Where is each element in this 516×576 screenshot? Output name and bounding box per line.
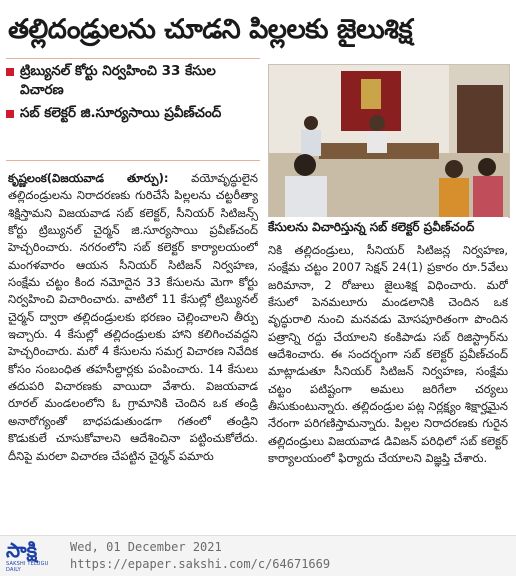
news-photo (268, 64, 510, 218)
courtroom-photo-illustration (269, 65, 509, 217)
headline: తల్లిదండ్రులను చూడని పిల్లలకు జైలుశిక్ష (8, 14, 413, 45)
article-body-right: నికి తల్లిదండ్రులు, సీనియర్ సిటిజన్ల నిర్వహణ, సంక్షేమ చట్టం 2007 సెక్షన్ 24(1) ప్రకారం రూ.5వేలు జరిమానా, 2 రోజులు జైలుశిక్ష విధించారు. మరో కేసులో పెనమలూరు మండలానికి చెందిన ఒక వృద్ధురాలి నుంచి మనవడు మోసపూరితంగా పొందిన పత్రాన్ని రద్దు చేయాలని కంకిపాడు సబ్ రిజిస్ట్రార్‌ను ఆదేశించారు. ఈ సందర్భంగా సబ్ కలెక్టర్ ప్రవీణ్‌చంద్ మాట్లాడుతూ సీనియర్ సిటిజన్ నిర్వహణ, సంక్షేమ చట్టం పటిష్టంగా అమలు జరిగేలా చర్యలు తీసుకుంటున్నారు. తల్లిదండ్రుల పట్ల నిర్లక్ష్యం శిక్షార్హమైన నేరంగా పరిగణిస్తామన్నారు. పిల్లల నిరాదరణకు గురైన తల్లిదండ్రులు విజయవాడ డివిజన్ పరిధిలో సబ్ కలెక్టర్ కార్యాలయంలో ఫిర్యాదు చేయాలని విజ్ఞప్తి చేశారు. (268, 243, 508, 466)
article-column-right (268, 242, 508, 532)
highlight-text: సబ్ కలెక్టర్ జి.సూర్యసాయి ప్రవీణ్‌చంద్ (20, 105, 222, 121)
article-body-left: వయోవృద్ధులైన తల్లిదండ్రులను నిరాదరణకు గురిచేసే పిల్లలను చట్టరీత్యా శిక్షిస్తామని విజయవాడ సబ్ కలెక్టర్, సీనియర్ సిటిజన్స్ కోర్టు ట్రిబ్యునల్ చైర్మన్ జి.సూర్యసాయి ప్రవీణ్‌చంద్ హెచ్చరించారు. నగరంలోని సబ్ కలెక్టర్ కార్యాలయంలో మంగళవారం ఆయన సీనియర్ సిటిజన్ నిర్వహణ, సంక్షేమ చట్టం కింద నమోదైన 33 కేసులను మెగా కోర్టు నిర్వహించి విచారించారు. వాటిలో 11 కేసుల్లో ట్రిబ్యునల్ చైర్మన్ ద్వారా తల్లిదండ్రులకు భరణం చెల్లించాలని తీర్పు ఇచ్చారు. 4 కేసుల్లో తల్లిదండ్రులకు హాని కలిగించవద్దని హెచ్చరించారు. మరో 4 కేసులను సమగ్ర విచారణ నివేదిక కోసం సంబంధిత తహసీల్దార్లకు పంపించారు. 14 కేసులు తదుపరి విచారణకు వాయిదా వేశారు. విజయవాడ రూరల్ మండలంలోని ఓ గ్రామానికి చెందిన ఒక తండ్రి అనారోగ్యంతో బాధపడుతుండగా గతంలో తండ్రిని కొడుకులే చూసుకోవాలని ఆదేశించినా పట్టించుకోలేదు. దీనిపై మరలా విచారణ చేపట్టిన చైర్మన్ పమారు (8, 171, 258, 463)
footer-url-link[interactable]: https://epaper.sakshi.com/c/64671669 (70, 557, 331, 571)
divider (6, 58, 260, 59)
divider (6, 160, 260, 161)
highlights-box (6, 62, 258, 127)
square-bullet-icon (6, 110, 14, 118)
highlight-text: ట్రిబ్యునల్ కోర్టు నిర్వహించి 33 కేసుల విచారణ (20, 63, 216, 98)
highlight-item (6, 104, 258, 123)
logo-text: సాక్షి (6, 538, 38, 562)
photo-caption: కేసులను విచారిస్తున్న సబ్ కలెక్టర్ ప్రవీణ్‌చంద్ (268, 217, 508, 237)
footer-date: Wed, 01 December 2021 (70, 540, 222, 554)
dateline: కృష్ణలంక(విజయవాడ తూర్పు): (8, 171, 169, 185)
highlight-item (6, 62, 258, 100)
logo-subtext: SAKSHI TELUGU DAILY (6, 561, 49, 573)
footer (0, 535, 516, 576)
square-bullet-icon (6, 68, 14, 76)
article-column-left (8, 170, 258, 544)
sakshi-logo (6, 539, 64, 573)
